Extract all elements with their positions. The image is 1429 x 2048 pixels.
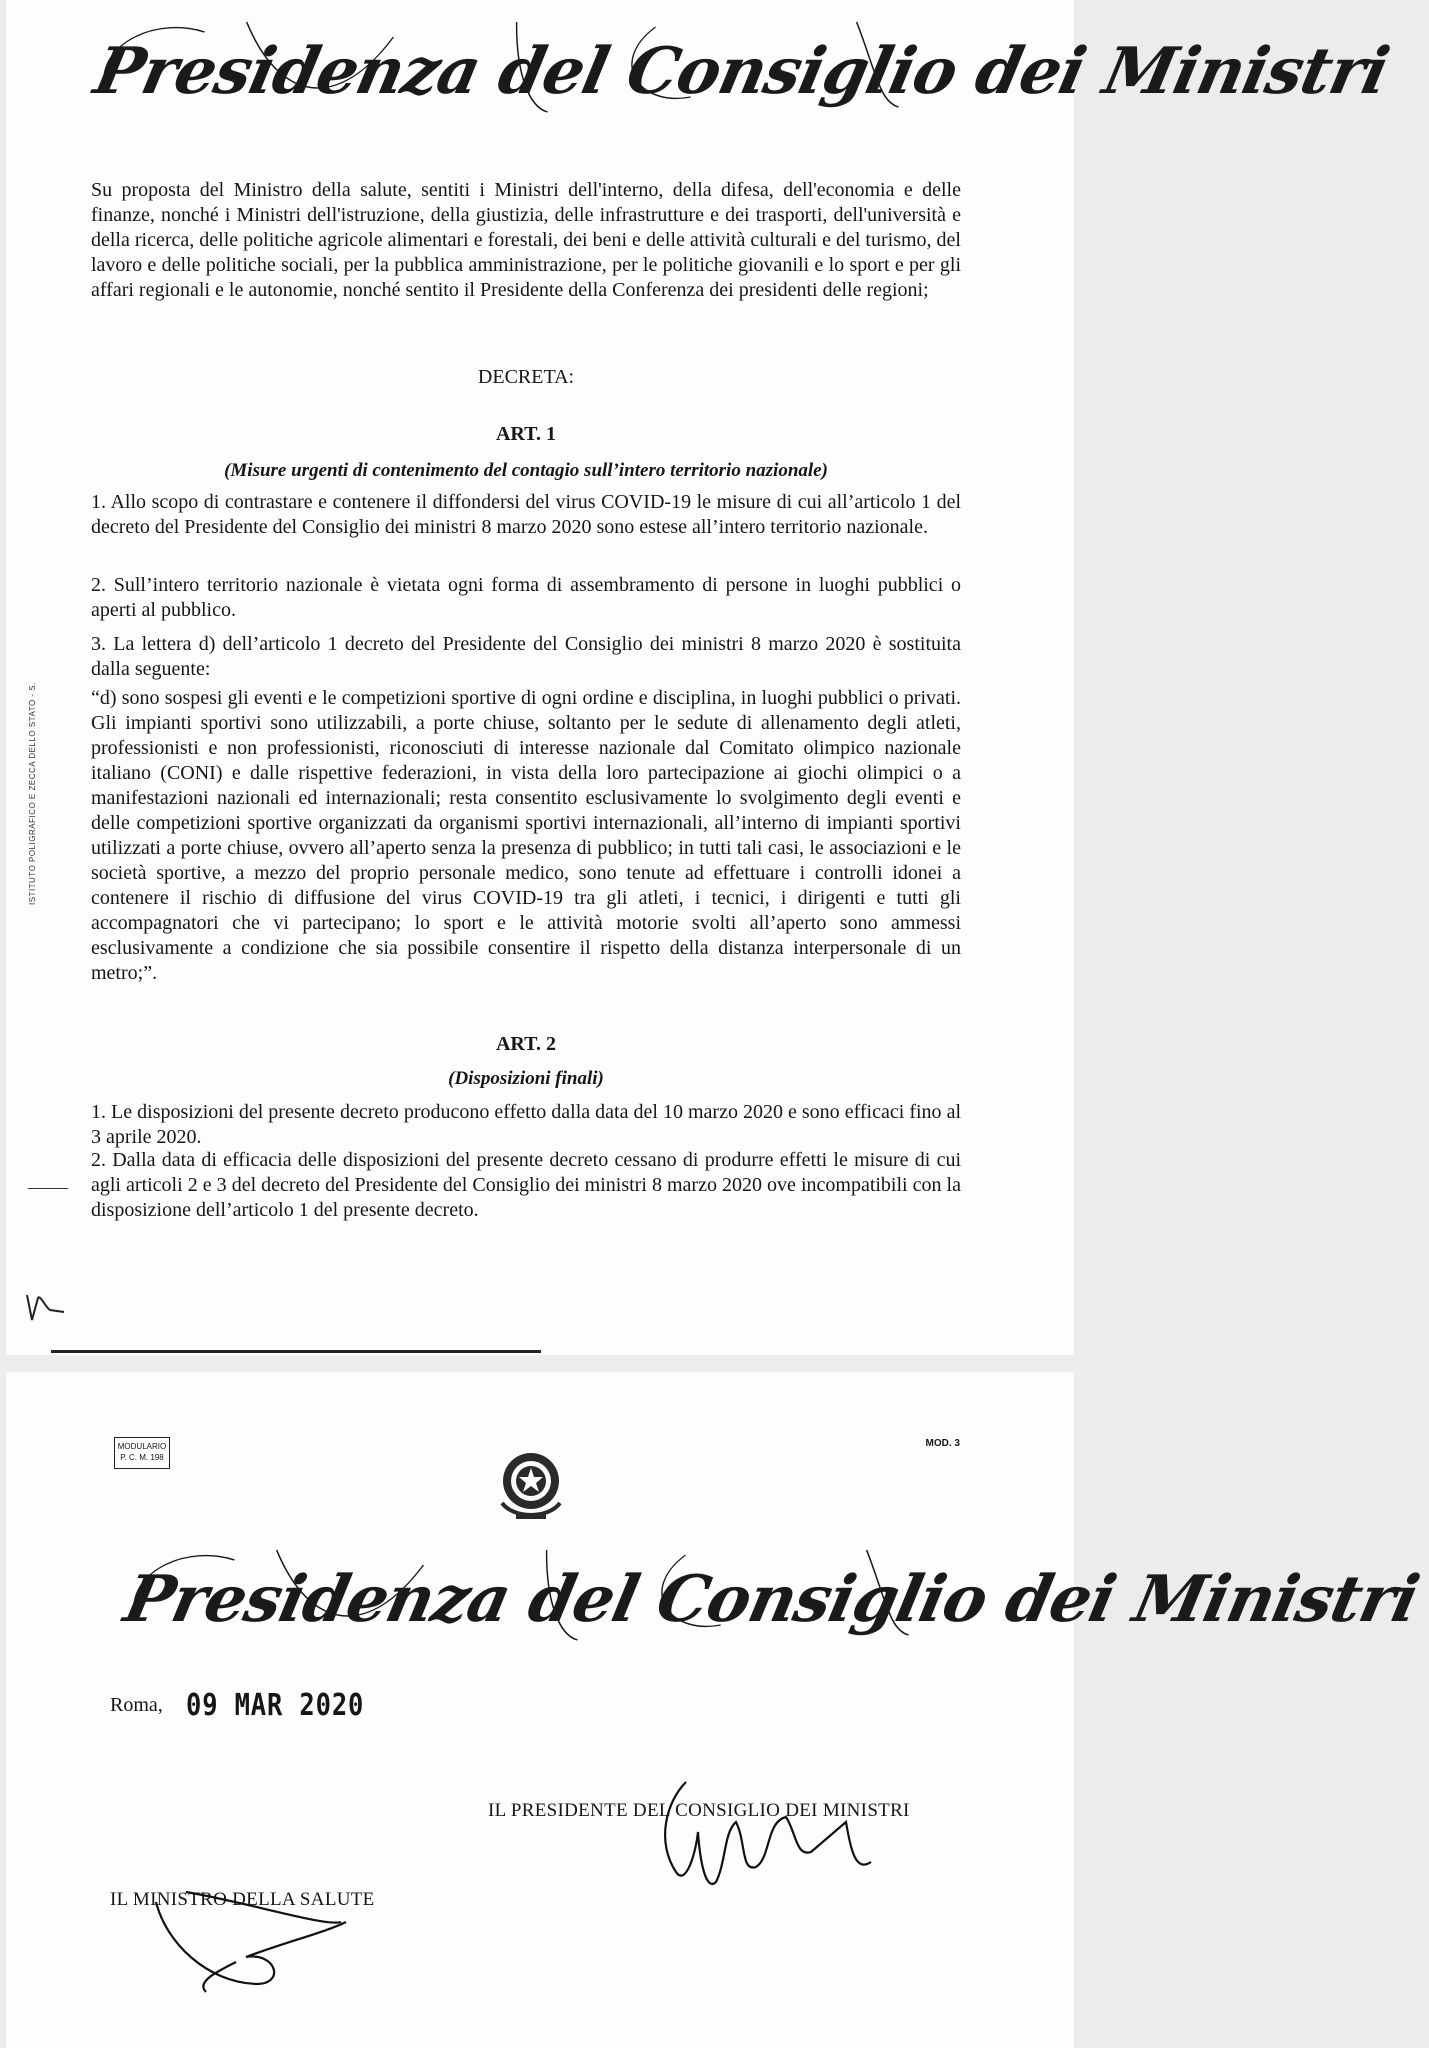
art1-paragraph-1: 1. Allo scopo di contrastare e contenere il diffondersi del virus COVID-19 le misure di cui all’articolo 1 del decreto del Presidente del Consiglio dei ministri 8 marzo 2020 sono estese all’intero territorio nazionale. (91, 491, 961, 538)
art1-paragraph-4: “d) sono sospesi gli eventi e le competizioni sportive di ogni ordine e disciplina, in luoghi pubblici o privati. Gli impianti sportivi sono utilizzabili, a porte chiuse, soltanto per le sedute di allenamento degli atleti, professionisti e non professionisti, riconosciuti di interesse nazionale dal Comitato olimpico nazionale italiano (CONI) e dalle rispettive federazioni, in vista della loro partecipazione ai giochi olimpici o a manifestazioni nazionali ed internazionali; resta consentito esclusivamente lo svolgimento degli eventi e delle competizioni sportive organizzati da organismi sportivi internazionali, all’interno di impianti sportivi utilizzati a porte chiuse, ovvero all’aperto senza la presenza di pubblico; in tutti tali casi, le associazioni e le società sportive, a mezzo del proprio personale medico, sono tenute ad effettuare i controlli idonei a contenere il rischio di diffusione del virus COVID-19 tra gli atleti, i tecnici, i dirigenti e tutti gli accompagnatori che vi partecipano; lo sport e le attività motorie svolti all’aperto sono ammessi esclusivamente a condizione che sia possibile consentire il rispetto della distanza interpersonale di un metro;”. (91, 687, 961, 984)
letterhead-text: Presidenza del Consiglio dei Ministri (88, 34, 1395, 109)
mod-label: MOD. 3 (925, 1438, 960, 1449)
presidente-label: IL PRESIDENTE DEL CONSIGLIO DEI MINISTRI (488, 1800, 910, 1821)
ministro-signature (126, 1872, 366, 2002)
document-page-2 (6, 1372, 1425, 2048)
presidente-signature (646, 1762, 886, 1907)
modulario-code: P. C. M. 198 (120, 1453, 164, 1462)
place-label: Roma, (110, 1694, 163, 1716)
art1-subtitle: (Misure urgenti di contenimento del contagio sull’intero territorio nazionale) (224, 460, 828, 481)
art2-paragraph-1: 1. Le disposizioni del presente decreto producono effetto dalla data del 10 marzo 2020 e sono efficaci fino al 3 aprile 2020. (91, 1101, 961, 1148)
margin-line (28, 1188, 68, 1189)
date-stamp: 09 MAR 2020 (186, 1688, 365, 1723)
art1-title: ART. 1 (495, 423, 557, 445)
art2-title: ART. 2 (495, 1033, 557, 1055)
italian-emblem-icon (494, 1443, 568, 1525)
document-page-1 (6, 0, 1395, 1355)
letterhead-page-2 (103, 1540, 1425, 1660)
initials-signature (24, 1290, 74, 1330)
modulario-label: MODULARIO (117, 1442, 167, 1451)
letterhead-2-text: Presidenza del Consiglio dei Ministri (118, 1562, 1425, 1637)
art2-paragraph-2: 2. Dalla data di efficacia delle disposizioni del presente decreto cessano di produrre effetti le misure di cui agli articoli 2 e 3 del decreto del Presidente del Consiglio dei ministri 8 marzo 2020 ove incompatibili con la disposizione dell’articolo 1 del presente decreto. (91, 1149, 961, 1221)
intro-paragraph: Su proposta del Ministro della salute, sentiti i Ministri dell'interno, della difesa, dell'economia e delle finanze, nonché i Ministri dell'istruzione, della giustizia, delle infrastrutture e dei trasporti, dell'università e della ricerca, delle politiche agricole alimentari e forestali, dei beni e delle attività culturali e del turismo, del lavoro e delle politiche sociali, per la pubblica amministrazione, per le politiche giovanili e lo sport e per gli affari regionali e le autonomie, nonché sentito il Presidente della Conferenza dei presidenti delle regioni; (91, 179, 961, 301)
letterhead (73, 12, 1395, 132)
page-bottom-rule (51, 1350, 541, 1353)
modulario-box (114, 1437, 170, 1469)
art1-paragraph-3: 3. La lettera d) dell’articolo 1 decreto del Presidente del Consiglio dei ministri 8 marzo 2020 è sostituita dalla seguente: (91, 633, 961, 680)
art2-subtitle: (Disposizioni finali) (448, 1068, 604, 1089)
art1-paragraph-2: 2. Sull’intero territorio nazionale è vietata ogni forma di assembramento di persone in luoghi pubblici o aperti al pubblico. (91, 574, 961, 621)
ministro-label: IL MINISTRO DELLA SALUTE (110, 1889, 375, 1910)
printer-side-note: ISTITUTO POLIGRAFICO E ZECCA DELLO STATO - S. (28, 682, 37, 905)
decreta-heading: DECRETA: (477, 366, 575, 388)
